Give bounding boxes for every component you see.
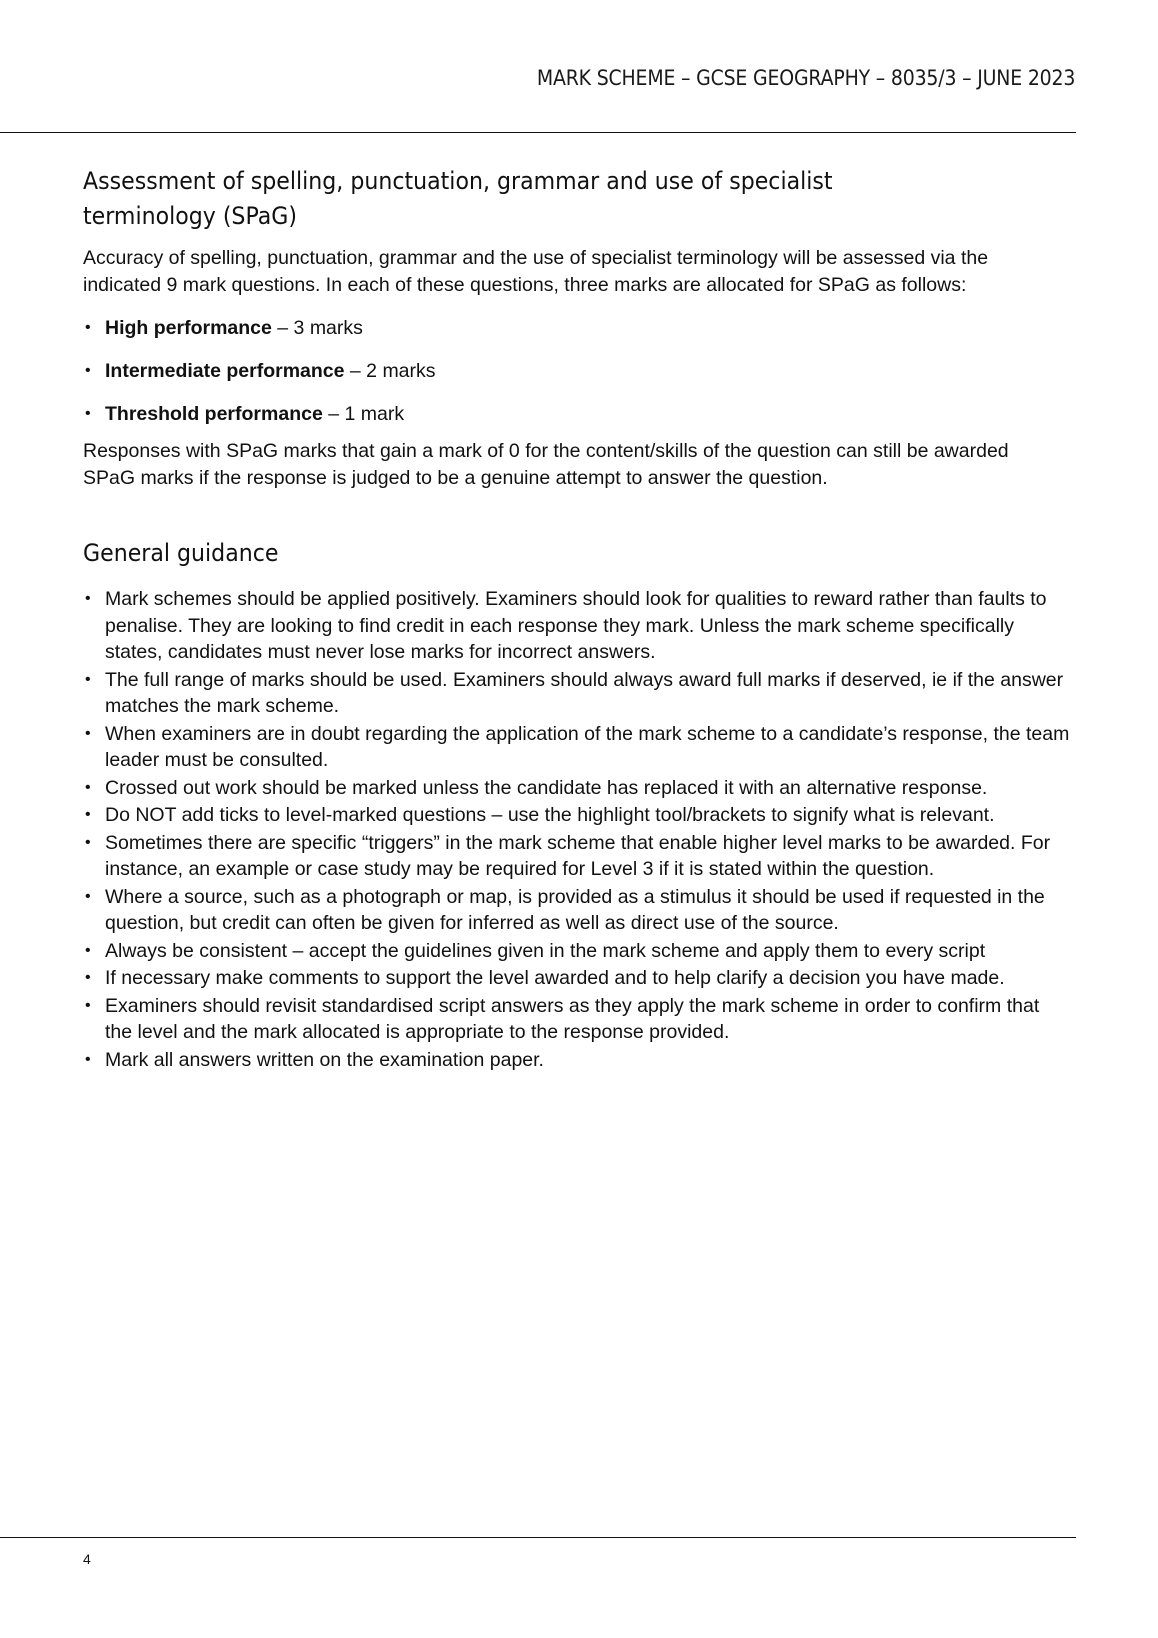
guidance-item — [83, 667, 1065, 720]
spag-level-value: – 3 marks — [271, 317, 363, 339]
guidance-item-text: When examiners are in doubt regarding the application of the mark scheme to a candidate’s response, the team leader must be consulted. — [105, 722, 1070, 771]
spag-intro-paragraph: Accuracy of spelling, punctuation, grammar and the use of specialist terminology will be assessed via the indicated 9 mark questions. In each of these questions, three marks are allocated for SPaG as follows: — [83, 247, 989, 296]
bullet-icon: • — [85, 833, 91, 851]
spag-note-paragraph: Responses with SPaG marks that gain a mark of 0 for the content/skills of the question can still be awarded SPaG marks if the response is judged to be a genuine attempt to answer the question. — [83, 440, 1009, 489]
guidance-item — [83, 884, 1105, 937]
guidance-item-text: Do NOT add ticks to level-marked questions – use the highlight tool/brackets to signify what is relevant. — [105, 804, 995, 826]
guidance-item — [83, 993, 1045, 1046]
guidance-list — [83, 586, 1078, 1073]
spag-level-value: – 2 marks — [344, 360, 436, 382]
spag-level-high — [83, 315, 1078, 341]
spag-section-title: Assessment of spelling, punctuation, grammar and use of specialist terminology (SPaG) — [83, 167, 833, 230]
bullet-icon: • — [85, 724, 91, 742]
guidance-item — [83, 802, 1025, 829]
header-divider — [0, 132, 1076, 133]
spag-level-label: Threshold performance — [105, 403, 323, 425]
bullet-icon: • — [85, 941, 91, 959]
guidance-item-text: Mark schemes should be applied positively. Examiners should look for qualities to reward rather than faults to penalise. They are looking to find credit in each response they mark. Unless the mark scheme specifically states, candidates must never lose marks for incorrect answers. — [105, 588, 1047, 663]
running-header: MARK SCHEME – GCSE GEOGRAPHY – 8035/3 – JUNE 2023 — [536, 66, 1075, 90]
spag-level-value: – 1 mark — [322, 403, 405, 425]
bullet-icon: • — [85, 969, 91, 986]
guidance-item-text: Crossed out work should be marked unless the candidate has replaced it with an alternative response. — [105, 776, 988, 799]
page-content — [83, 164, 1078, 1074]
guidance-item — [83, 938, 1115, 965]
bullet-icon: • — [85, 405, 91, 422]
spag-level-label: High performance — [105, 317, 272, 339]
guidance-section-title: General guidance — [83, 539, 279, 567]
bullet-icon: • — [85, 319, 91, 336]
bullet-icon: • — [85, 806, 91, 823]
guidance-item-text: Where a source, such as a photograph or map, is provided as a stimulus it should be used if requested in the question, but credit can often be given for inferred as well as direct use of the source. — [105, 885, 1045, 934]
guidance-item — [83, 775, 1105, 802]
bullet-icon: • — [85, 362, 91, 379]
bullet-icon: • — [85, 996, 91, 1014]
guidance-item — [83, 965, 1055, 992]
guidance-item — [83, 721, 1095, 774]
bullet-icon: • — [85, 670, 91, 688]
guidance-item — [83, 586, 1075, 666]
bullet-icon: • — [85, 590, 91, 607]
guidance-item — [83, 830, 1080, 883]
bullet-icon: • — [85, 778, 91, 796]
spag-level-label: Intermediate performance — [105, 360, 345, 382]
page-number: 4 — [83, 1551, 91, 1567]
spag-levels-list — [83, 315, 1078, 427]
guidance-item-text: Mark all answers written on the examination paper. — [105, 1048, 544, 1071]
bullet-icon: • — [85, 1050, 91, 1068]
footer-divider — [0, 1537, 1076, 1538]
guidance-item — [83, 1047, 1045, 1074]
guidance-item-text: Always be consistent – accept the guidelines given in the mark scheme and apply them to every script — [105, 939, 986, 962]
guidance-item-text: If necessary make comments to support the level awarded and to help clarify a decision you have made. — [105, 967, 1005, 989]
spag-level-intermediate — [83, 358, 1078, 384]
spag-level-threshold — [83, 401, 1078, 427]
guidance-item-text: Sometimes there are specific “triggers” in the mark scheme that enable higher level marks to be awarded. For instance, an example or case study may be required for Level 3 if it is stated within the question. — [105, 831, 1051, 880]
guidance-item-text: Examiners should revisit standardised script answers as they apply the mark scheme in order to confirm that the level and the mark allocated is appropriate to the response provided. — [105, 994, 1040, 1043]
bullet-icon: • — [85, 887, 91, 905]
guidance-item-text: The full range of marks should be used. Examiners should always award full marks if deserved, ie if the answer matches the mark scheme. — [105, 668, 1064, 717]
